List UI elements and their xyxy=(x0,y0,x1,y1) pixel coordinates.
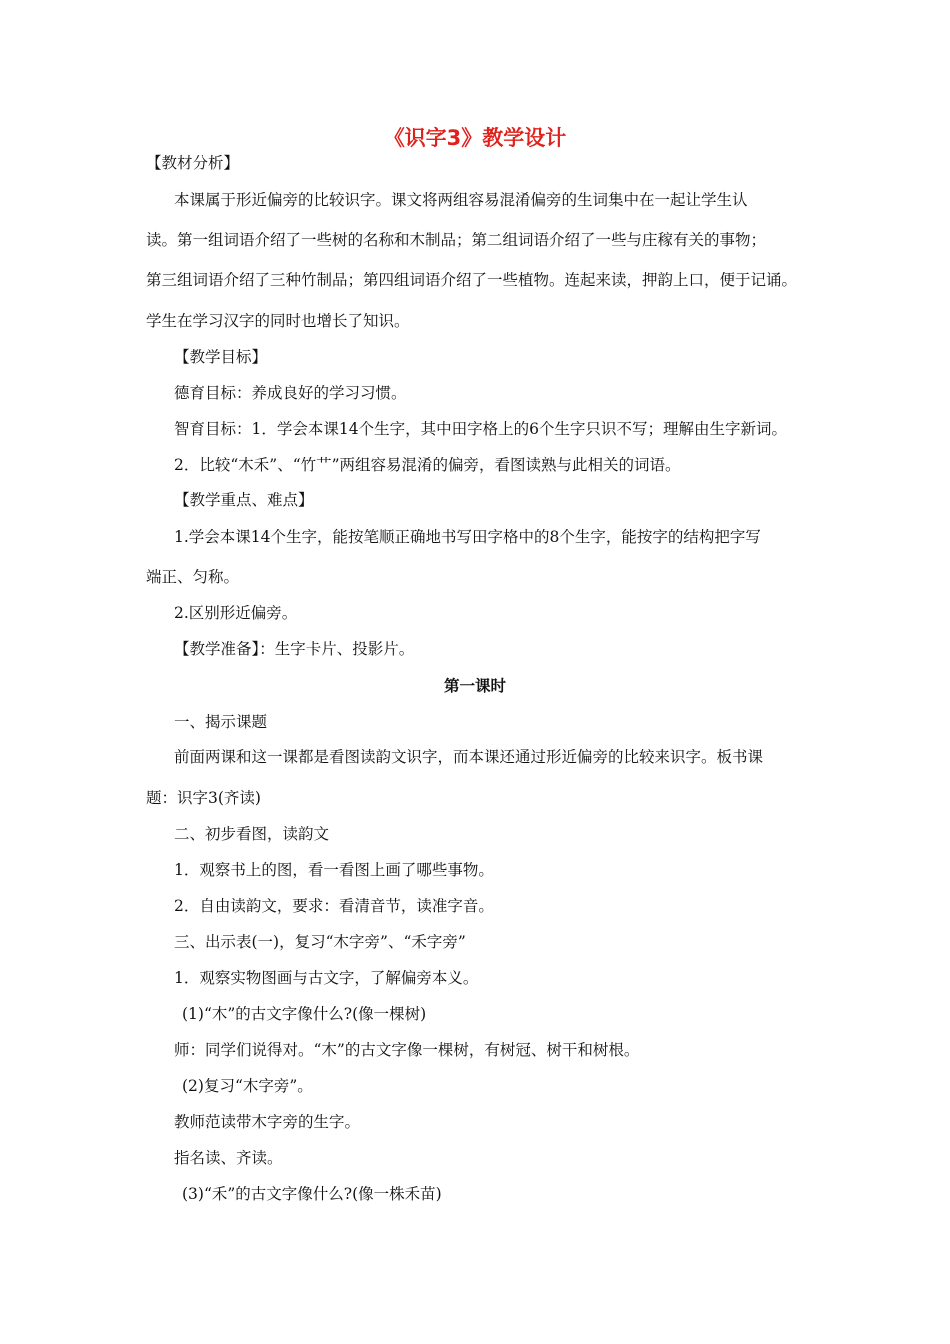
lesson-line: 一、揭示课题 xyxy=(174,713,268,731)
focus-line: 端正、匀称。 xyxy=(146,568,240,586)
focus-heading: 【教学重点、难点】 xyxy=(174,491,314,509)
lesson-line: (1)“木”的古文字像什么?(像一棵树) xyxy=(182,1005,427,1023)
lesson-line: 题：识字3(齐读) xyxy=(146,789,261,807)
lesson-line: 师：同学们说得对。“木”的古文字像一棵树，有树冠、树干和树根。 xyxy=(174,1041,640,1059)
lesson-heading: 第一课时 xyxy=(443,677,506,695)
lesson-line: (2)复习“木字旁”。 xyxy=(182,1077,313,1095)
lesson-line: 三、出示表(一)，复习“木字旁”、“禾字旁” xyxy=(174,933,466,951)
prep-line: 【教学准备】：生字卡片、投影片。 xyxy=(174,640,415,658)
lesson-line: 2．自由读韵文，要求：看清音节，读准字音。 xyxy=(174,897,494,915)
analysis-line: 本课属于形近偏旁的比较识字。课文将两组容易混淆偏旁的生词集中在一起让学生认 xyxy=(174,191,748,209)
lesson-line: 前面两课和这一课都是看图读韵文识字，而本课还通过形近偏旁的比较来识字。板书课 xyxy=(174,748,764,766)
analysis-line: 第三组词语介绍了三种竹制品；第四组词语介绍了一些植物。连起来读，押韵上口，便于记诵。 xyxy=(146,271,798,289)
goals-line: 德育目标：养成良好的学习习惯。 xyxy=(174,384,407,402)
goals-line: 2．比较“木禾”、“竹艹”两组容易混淆的偏旁，看图读熟与此相关的词语。 xyxy=(174,456,681,474)
lesson-line: 指名读、齐读。 xyxy=(174,1149,283,1167)
focus-line: 1.学会本课14个生字，能按笔顺正确地书写田字格中的8个生字，能按字的结构把字写 xyxy=(174,528,761,546)
lesson-line: 二、初步看图，读韵文 xyxy=(174,825,330,843)
analysis-heading: 【教材分析】 xyxy=(146,154,240,172)
goals-line: 智育目标：1．学会本课14个生字，其中田字格上的6个生字只识不写；理解由生字新词。 xyxy=(174,420,787,438)
analysis-line: 学生在学习汉字的同时也增长了知识。 xyxy=(146,312,410,330)
lesson-line: 教师范读带木字旁的生字。 xyxy=(174,1113,361,1131)
lesson-line: 1．观察书上的图，看一看图上画了哪些事物。 xyxy=(174,861,494,879)
focus-line: 2.区别形近偏旁。 xyxy=(174,604,298,622)
analysis-line: 读。第一组词语介绍了一些树的名称和木制品；第二组词语介绍了一些与庄稼有关的事物； xyxy=(146,231,767,249)
goals-heading: 【教学目标】 xyxy=(174,348,268,366)
lesson-line: (3)“禾”的古文字像什么?(像一株禾苗) xyxy=(182,1185,442,1203)
lesson-line: 1．观察实物图画与古文字，了解偏旁本义。 xyxy=(174,969,479,987)
document-title: 《识字3》教学设计 xyxy=(383,126,567,150)
